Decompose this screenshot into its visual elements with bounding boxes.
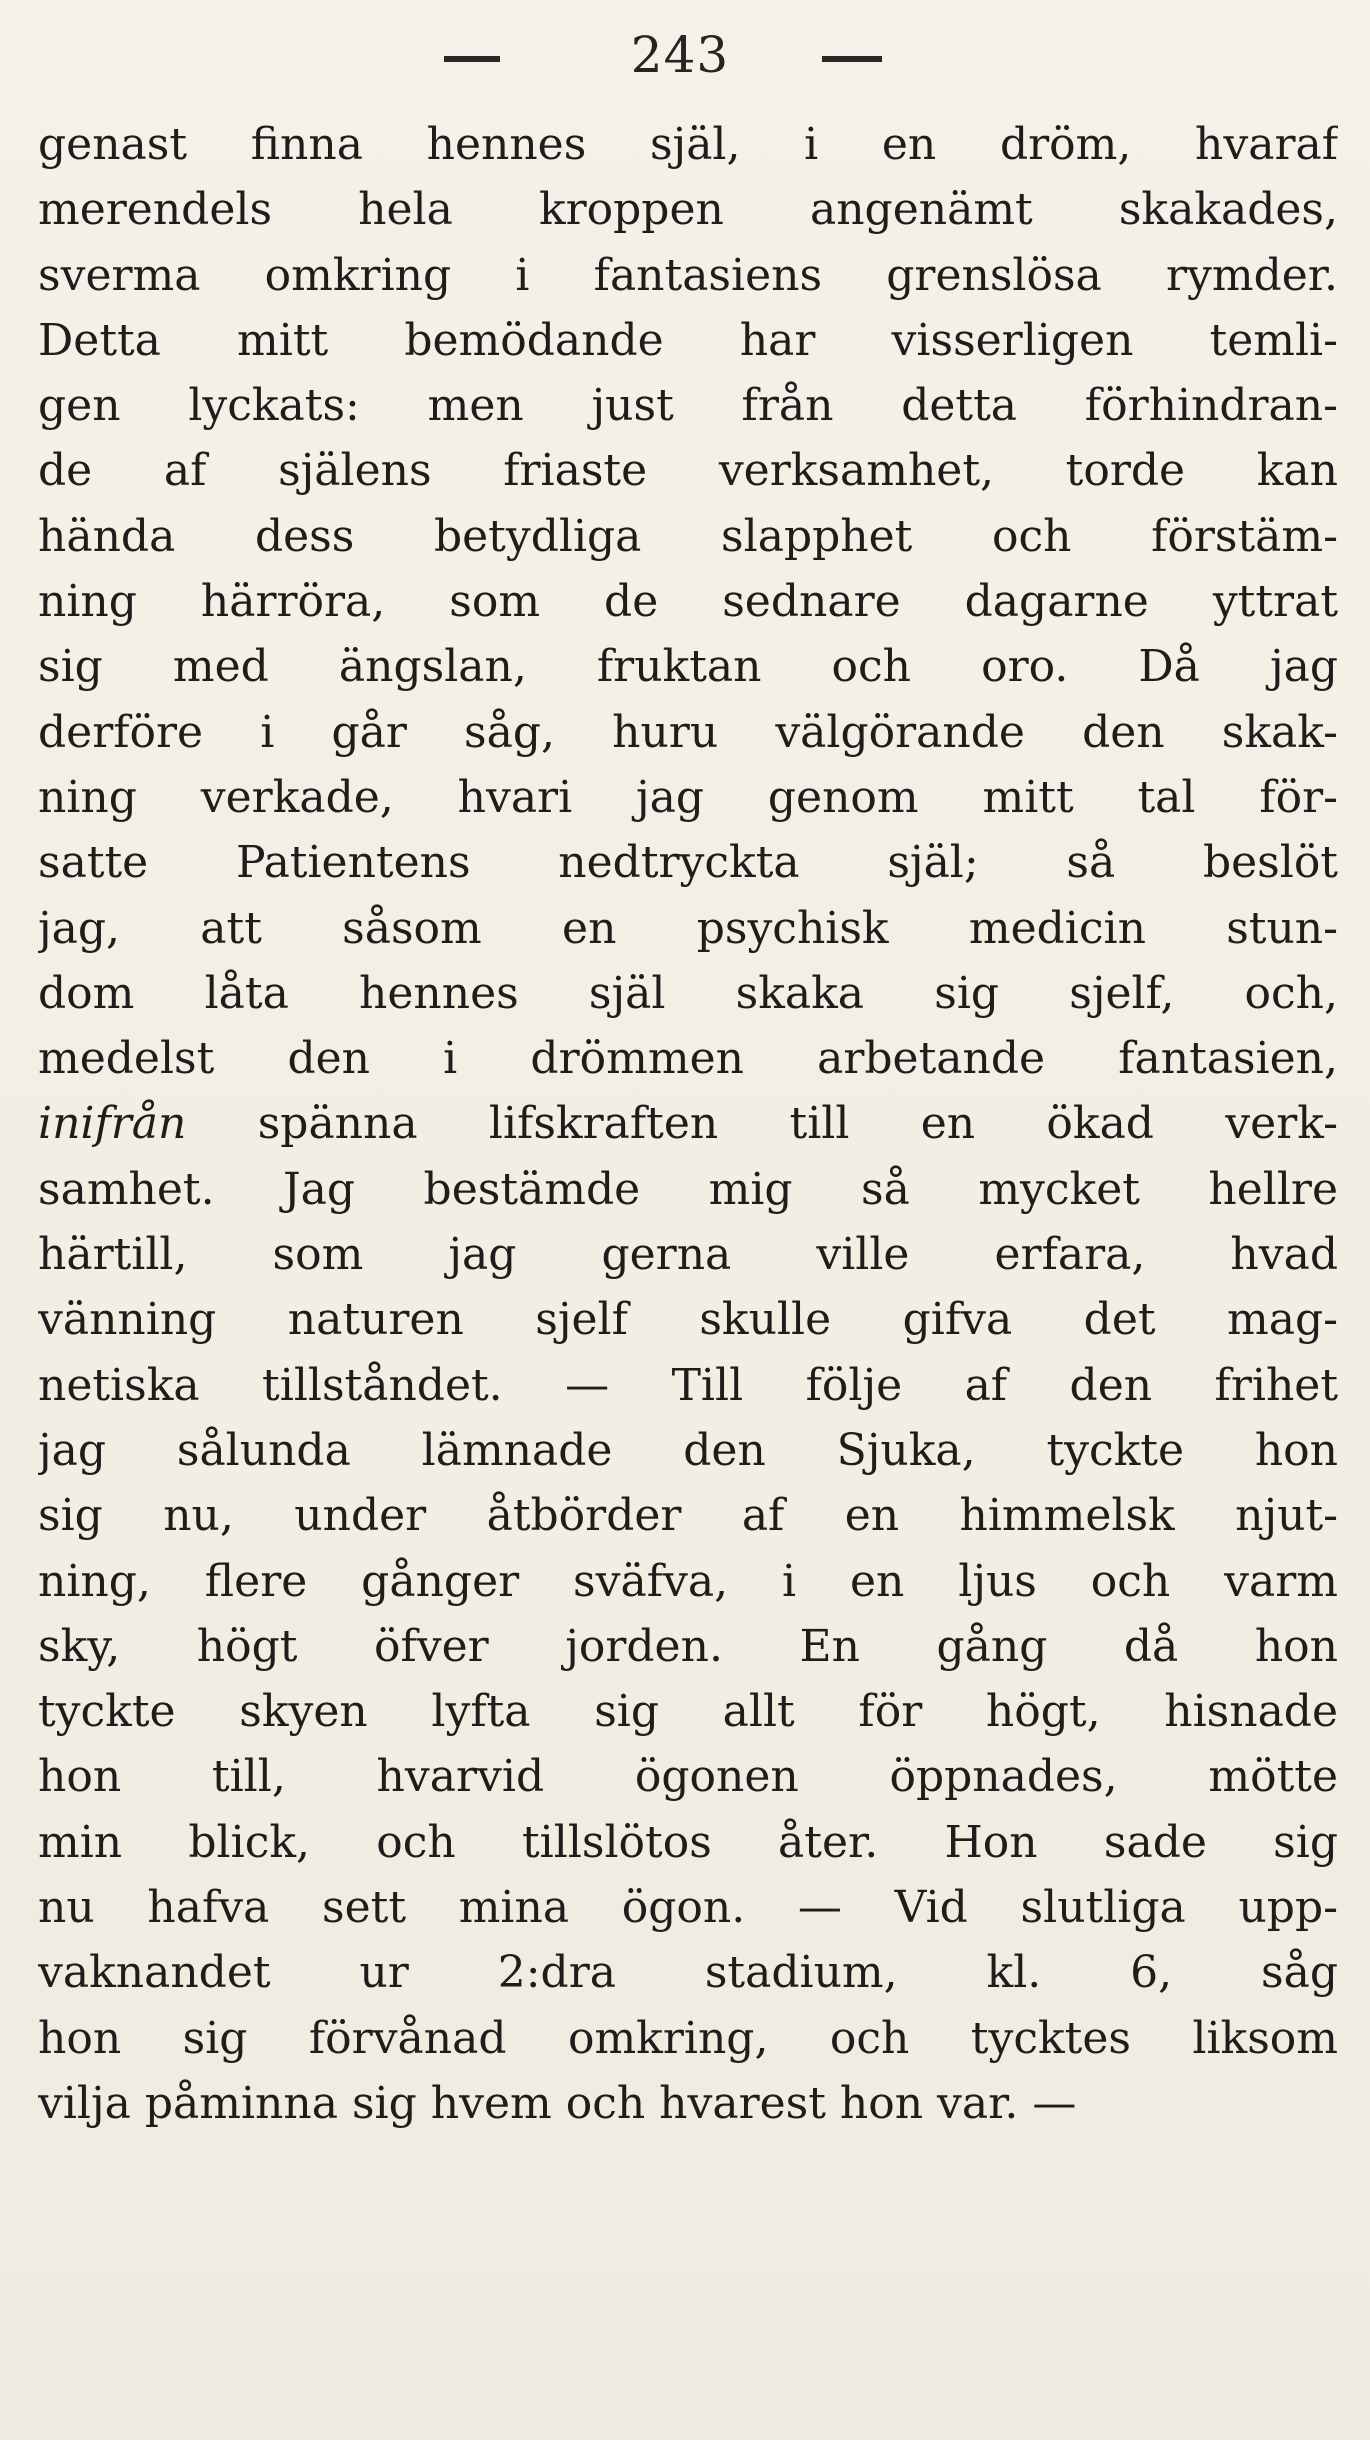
text-line: jag, att såsom en psychisk medicin stun- (38, 902, 1338, 954)
text-line: vänning naturen sjelf skulle gifva det mag- (38, 1294, 1338, 1346)
text-line: hända dess betydliga slapphet och förstäm- (38, 510, 1338, 562)
text-line: sig nu, under åtbörder af en himmelsk njut- (38, 1490, 1338, 1542)
italic-word: inifrån (38, 1098, 187, 1150)
text-line: hon till, hvarvid ögonen öppnades, mötte (38, 1751, 1338, 1803)
text-line: samhet. Jag bestämde mig så mycket hellre (38, 1163, 1338, 1215)
text-line: sverma omkring i fantasiens grenslösa rymder. (38, 249, 1338, 301)
page-header (0, 20, 1370, 90)
text-line: satte Patientens nedtryckta själ; så beslöt (38, 837, 1338, 889)
text-line: derföre i går såg, huru välgörande den skak- (38, 706, 1338, 758)
text-line: de af själens friaste verksamhet, torde kan (38, 445, 1338, 497)
text-line: vilja påminna sig hvem och hvarest hon var. — (38, 2077, 1077, 2129)
text-line: medelst den i drömmen arbetande fantasien, (38, 1033, 1338, 1085)
text-line: jag sålunda lämnade den Sjuka, tyckte hon (38, 1424, 1338, 1476)
header-dash-right (822, 56, 882, 62)
text-line: nu hafva sett mina ögon. — Vid slutliga upp- (38, 1882, 1338, 1934)
text-line: Detta mitt bemödande har visserligen temli- (38, 314, 1338, 366)
text-line: vaknandet ur 2:dra stadium, kl. 6, såg (38, 1947, 1338, 1999)
text-line: genast finna hennes själ, i en dröm, hvaraf (38, 119, 1338, 170)
text-line: ning härröra, som de sednare dagarne yttrat (38, 576, 1338, 628)
text-line: merendels hela kroppen angenämt skakades, (38, 184, 1338, 236)
text-line: hon sig förvånad omkring, och tycktes liksom (38, 2012, 1338, 2064)
text-line: härtill, som jag gerna ville erfara, hvad (38, 1229, 1338, 1281)
text-line: ning, flere gånger sväfva, i en ljus och varm (38, 1555, 1338, 1607)
text-line-rest: spänna lifskraften till en ökad verk- (257, 1098, 1338, 1150)
text-line-with-italic (38, 1091, 1338, 1156)
text-line: netiska tillståndet. — Till följe af den frihet (38, 1359, 1338, 1411)
body-text (38, 112, 1338, 2136)
text-line: tyckte skyen lyfta sig allt för högt, hisnade (38, 1686, 1338, 1738)
text-line: gen lyckats: men just från detta förhindran- (38, 380, 1338, 432)
text-line: sig med ängslan, fruktan och oro. Då jag (38, 641, 1338, 693)
text-line: min blick, och tillslötos åter. Hon sade sig (38, 1816, 1338, 1868)
text-line: ning verkade, hvari jag genom mitt tal för- (38, 771, 1338, 823)
page-number: 243 (630, 26, 730, 84)
header-dash-left (444, 56, 500, 62)
text-line: sky, högt öfver jorden. En gång då hon (38, 1620, 1338, 1672)
text-line: dom låta hennes själ skaka sig sjelf, och, (38, 967, 1338, 1019)
